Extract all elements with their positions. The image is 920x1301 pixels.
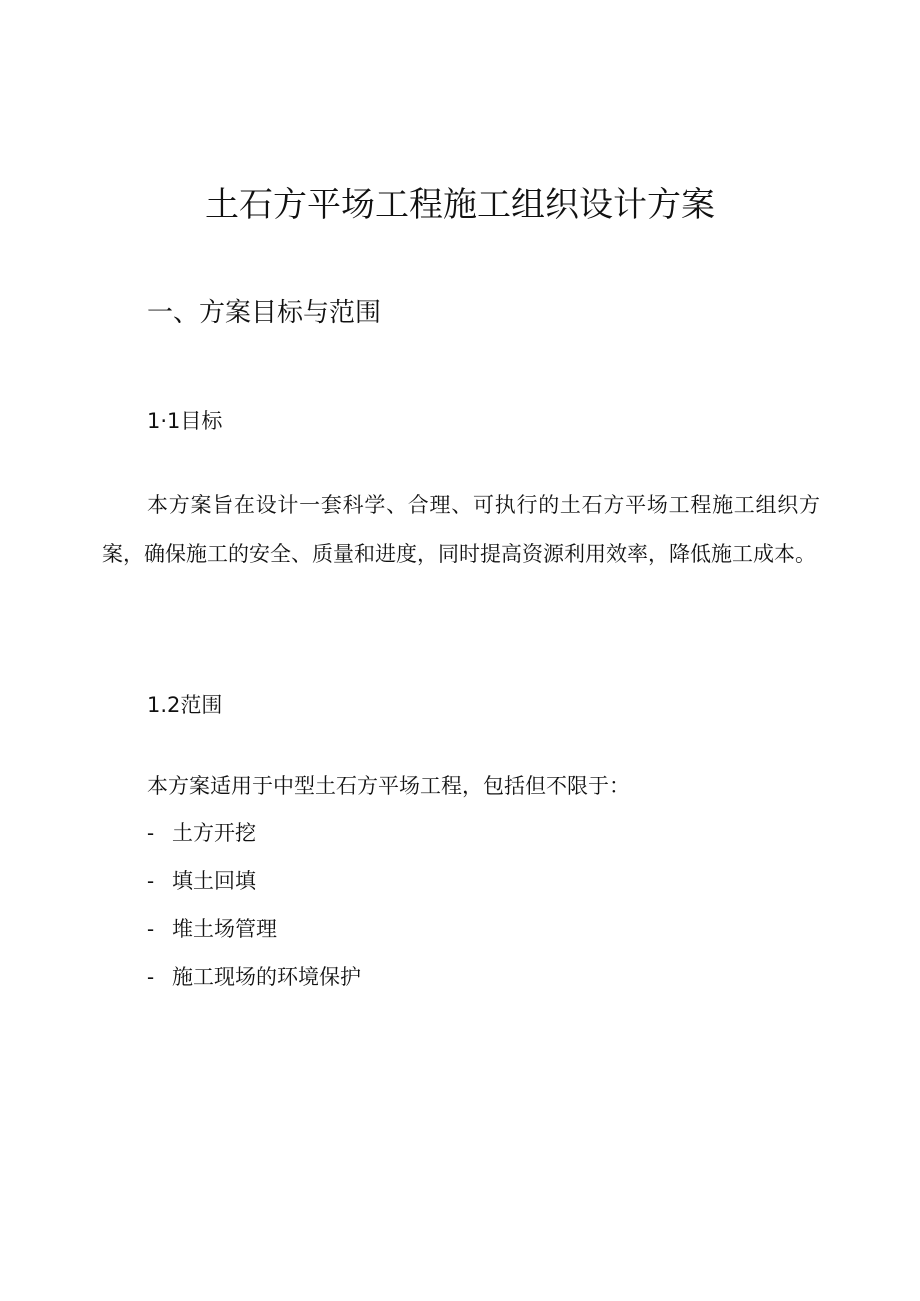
goal-paragraph: 本方案旨在设计一套科学、合理、可执行的土石方平场工程施工组织方案，确保施工的安全、质量和进度，同时提高资源利用效率，降低施工成本。	[102, 493, 820, 566]
scope-intro: 本方案适用于中型土石方平场工程，包括但不限于：	[147, 774, 630, 798]
list-dash: -	[147, 917, 155, 941]
list-item	[147, 817, 361, 865]
subsection-heading-goal: 1·1目标	[147, 409, 223, 433]
section-heading: 一、方案目标与范围	[147, 298, 382, 328]
list-item-text: 堆土场管理	[172, 917, 277, 941]
list-item	[147, 865, 361, 913]
document-title: 土石方平场工程施工组织设计方案	[205, 185, 715, 225]
scope-list	[147, 817, 361, 1009]
list-item-text: 填土回填	[172, 869, 256, 893]
list-dash: -	[147, 869, 155, 893]
list-dash: -	[147, 821, 155, 845]
list-item	[147, 913, 361, 961]
list-item-text: 施工现场的环境保护	[172, 965, 361, 989]
list-item	[147, 961, 361, 1009]
list-dash: -	[147, 965, 155, 989]
subsection-heading-scope: 1.2范围	[147, 693, 223, 717]
list-item-text: 土方开挖	[172, 821, 256, 845]
